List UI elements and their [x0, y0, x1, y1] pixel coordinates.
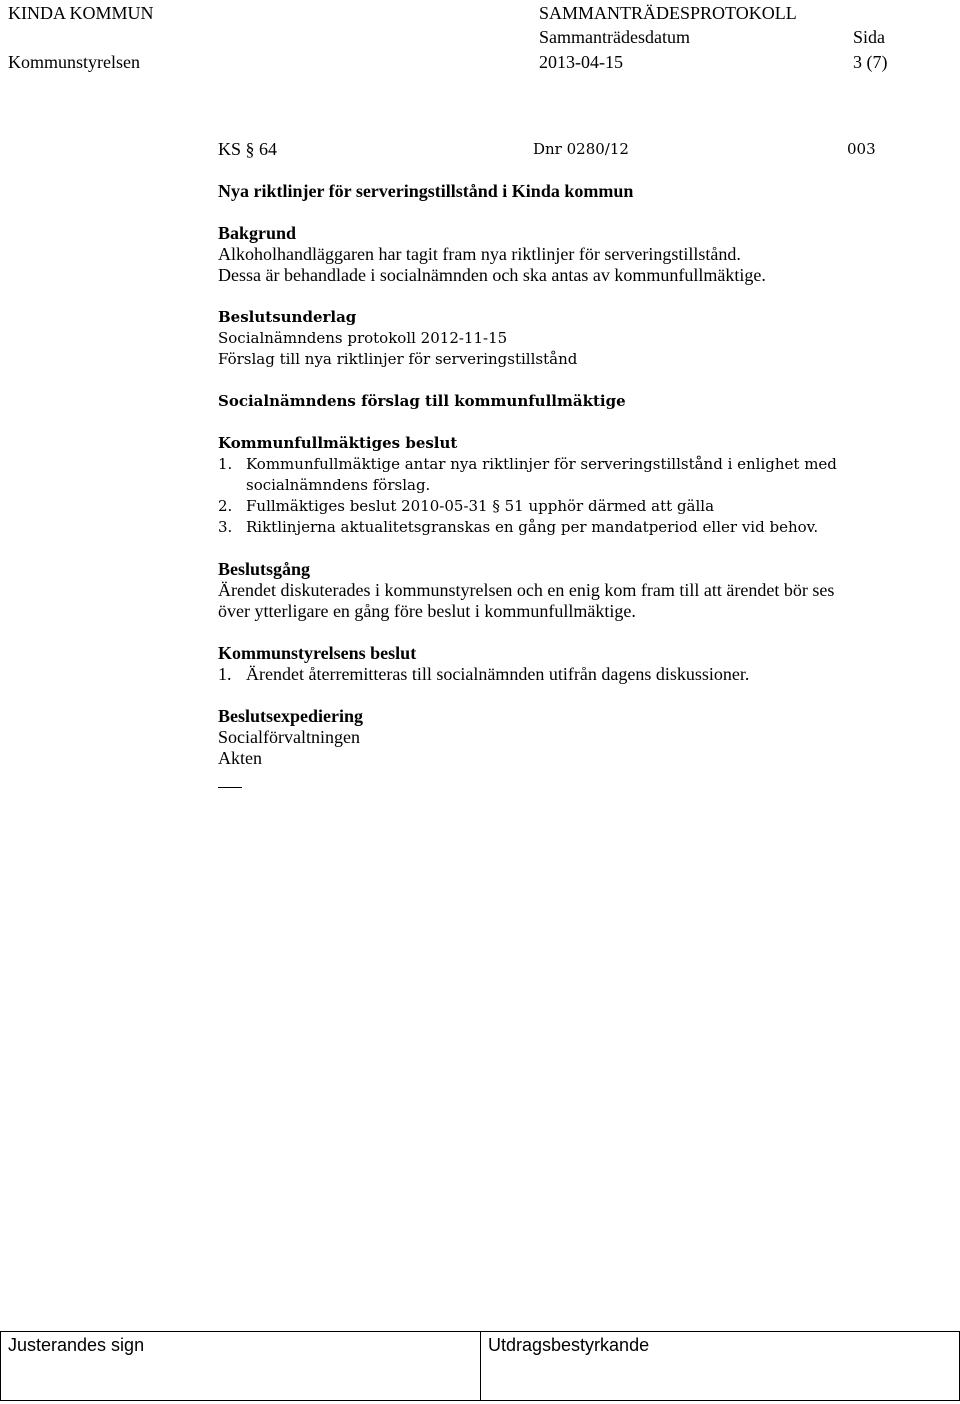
item-text: Riktlinjerna aktualitetsgranskas en gång per mandatperiod eller vid behov.: [246, 518, 819, 536]
item-text: Kommunfullmäktige antar nya riktlinjer för serveringstillstånd i enlighet med: [246, 455, 837, 473]
item-number: 2.: [218, 497, 233, 515]
adjuster-signature-box: [0, 1331, 481, 1401]
case-paragraph: KS § 64: [218, 139, 278, 159]
case-reference-row: [218, 139, 938, 160]
distribution-recipient: Socialförvaltningen: [218, 727, 360, 747]
distribution-recipient: Akten: [218, 748, 262, 768]
item-text: Fullmäktiges beslut 2010-05-31 § 51 upphör därmed att gälla: [246, 497, 715, 515]
board-decision-item: [218, 664, 938, 685]
council-decision-item-continuation: socialnämndens förslag.: [246, 476, 431, 494]
municipality-name: KINDA KOMMUN: [8, 3, 154, 23]
protocol-section: [218, 139, 938, 769]
decision-basis-heading: Beslutsunderlag: [218, 308, 357, 326]
document-type: SAMMANTRÄDESPROTOKOLL: [539, 3, 797, 23]
background-text-line: Dessa är behandlade i socialnämnden och ska antas av kommunfullmäktige.: [218, 265, 766, 285]
meeting-date: 2013-04-15: [539, 52, 623, 72]
case-title: Nya riktlinjer för serveringstillstånd i Kinda kommun: [218, 181, 634, 201]
council-decision-item: [218, 496, 938, 517]
meeting-date-label: Sammanträdesdatum: [539, 27, 690, 47]
item-number: 1.: [218, 664, 232, 684]
decision-basis-item: Förslag till nya riktlinjer för serveringstillstånd: [218, 350, 578, 368]
item-text: Ärendet återremitteras till socialnämnden utifrån dagens diskussioner.: [246, 664, 750, 684]
page-number: 3 (7): [853, 52, 888, 72]
council-decision-item: [218, 454, 938, 475]
board-decision-heading: Kommunstyrelsens beslut: [218, 643, 417, 663]
procedure-heading: Beslutsgång: [218, 559, 311, 579]
case-code: 003: [847, 140, 876, 158]
background-text-line: Alkoholhandläggaren har tagit fram nya riktlinjer för serveringstillstånd.: [218, 244, 741, 264]
committee-name: Kommunstyrelsen: [8, 52, 140, 72]
council-decision-item: [218, 517, 938, 538]
council-decision-heading: Kommunfullmäktiges beslut: [218, 434, 458, 452]
page-label: Sida: [853, 27, 886, 47]
item-number: 3.: [218, 518, 233, 536]
background-heading: Bakgrund: [218, 223, 297, 243]
distribution-heading: Beslutsexpediering: [218, 706, 364, 726]
decision-basis-item: Socialnämndens protokoll 2012-11-15: [218, 329, 508, 347]
extract-certification-box: [480, 1331, 960, 1401]
section-end-line: [218, 787, 242, 788]
item-number: 1.: [218, 455, 233, 473]
procedure-text-line: över ytterligare en gång före beslut i kommunfullmäktige.: [218, 601, 636, 621]
procedure-text-line: Ärendet diskuterades i kommunstyrelsen och en enig kom fram till att ärendet bör ses: [218, 580, 835, 600]
case-dnr: Dnr 0280/12: [533, 140, 629, 158]
adjuster-signature-label: Justerandes sign: [8, 1335, 145, 1355]
proposal-heading: Socialnämndens förslag till kommunfullmäktige: [218, 392, 626, 410]
extract-certification-label: Utdragsbestyrkande: [488, 1335, 650, 1355]
